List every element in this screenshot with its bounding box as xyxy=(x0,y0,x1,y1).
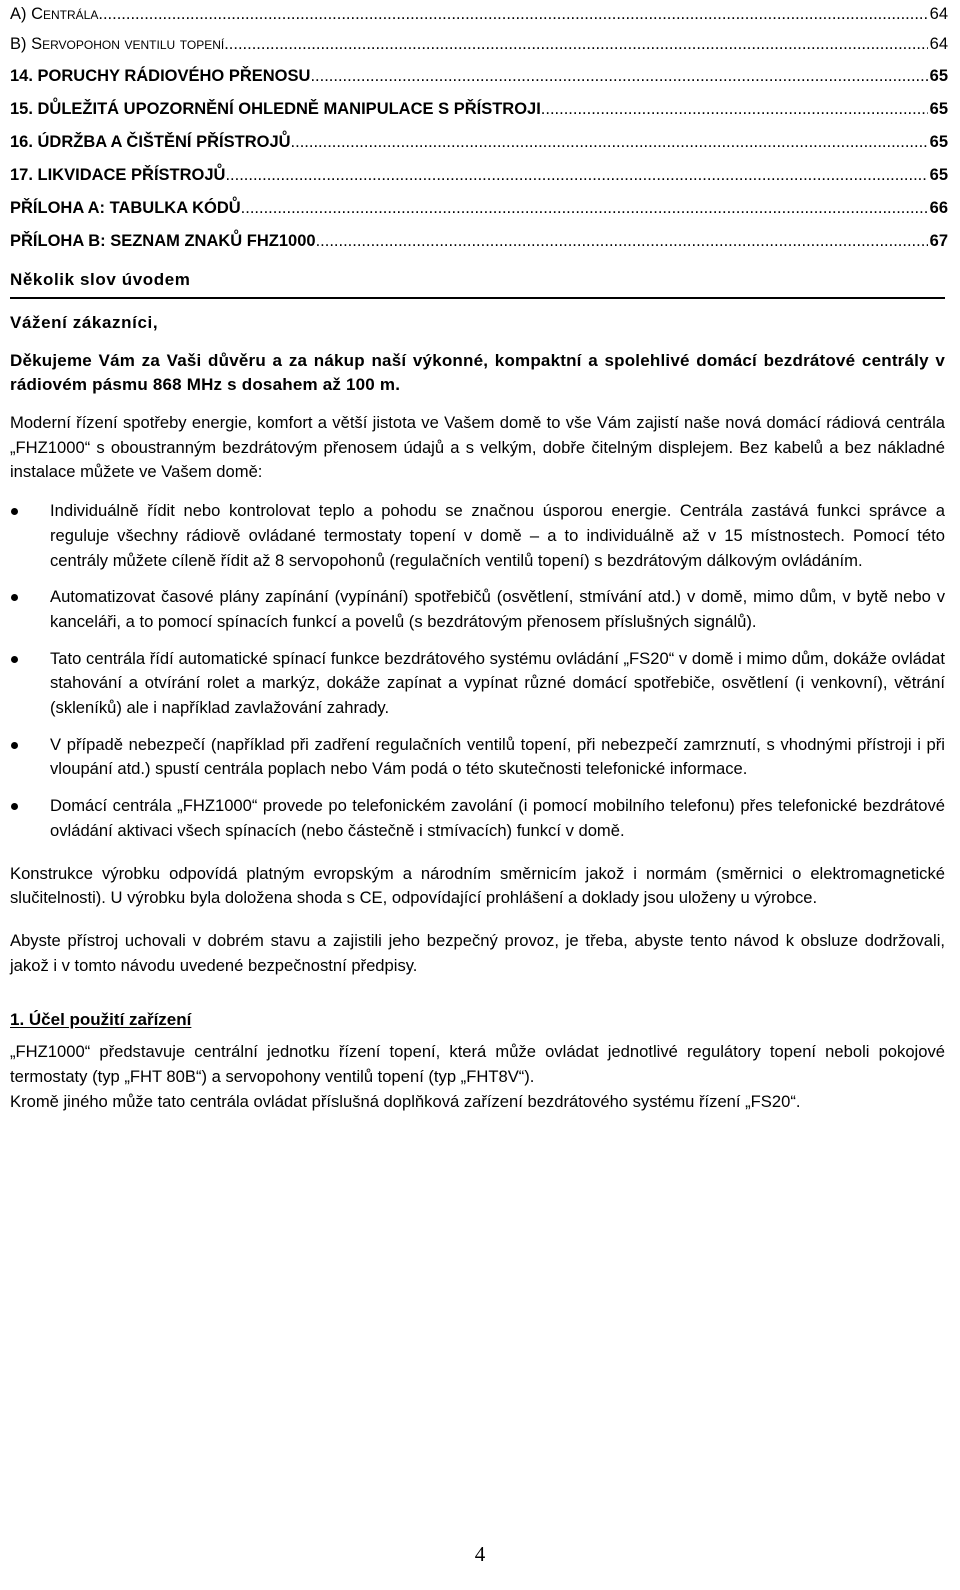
safety-paragraph: Abyste přístroj uchovali v dobrém stavu a zajistili jeho bezpečný provoz, je třeba, abyste tento návod k obsluze dodržovali, jakož i v tomto návodu uvedené bezpečnostní předpisy. xyxy=(10,930,945,975)
toc-entry[interactable] xyxy=(10,225,948,258)
toc-entry[interactable] xyxy=(10,60,948,93)
toc-entry-label: 16. ÚDRŽBA A ČIŠTĚNÍ PŘÍSTROJŮ xyxy=(10,133,291,151)
conformity-paragraph: Konstrukce výrobku odpovídá platným evropským a národním směrnicím jakož i normám (směrnici o elektromagnetické slučitelnosti). U výrobku byla doložena shoda s CE, odpovídající prohlášení a doklady jsou uloženy u výrobce. xyxy=(10,863,945,908)
toc-entry[interactable] xyxy=(10,126,948,159)
toc-entry-page: 65 xyxy=(929,67,948,85)
toc-leader-dots xyxy=(224,30,927,58)
toc-entry-page: 64 xyxy=(929,5,948,23)
toc-entry-page: 65 xyxy=(929,100,948,118)
toc-entry-label: PŘÍLOHA B: SEZNAM ZNAKŮ FHZ1000 xyxy=(10,232,316,250)
toc-entry-label: Centrála xyxy=(31,5,99,23)
intro-paragraph: Moderní řízení spotřeby energie, komfort a větší jistota ve Vašem domě to vše Vám zajistí naše nová domácí rádiová centrála „FHZ1000“ s oboustranným bezdrátovým přenosem údajů a s velkým, dobře čitelným displejem. Bez kabelů a bez nákladné instalace můžete ve Vašem domě: xyxy=(10,413,945,482)
toc-entry-prefix: B) xyxy=(10,35,27,53)
list-item xyxy=(10,647,945,721)
list-item-text: Individuálně řídit nebo kontrolovat teplo a pohodu se značnou úsporou energie. Centrála zastává funkci správce a reguluje všechny rádiově ovládané termostaty topení v domě – a to individuálně až v 15 místnostech. Pomocí této centrály můžete cíleně řídit až 8 servopohonů (regulačních ventilů topení) s bezdrátovým dálkovým ovládáním. xyxy=(50,501,945,570)
toc-entry-label: 15. DŮLEŽITÁ UPOZORNĚNÍ OHLEDNĚ MANIPULACE S PŘÍSTROJI xyxy=(10,100,541,118)
list-item xyxy=(10,794,945,843)
list-item-text: Domácí centrála „FHZ1000“ provede po telefonickém zavolání (i pomocí mobilního telefonu) přes telefonické bezdrátové ovládání aktivaci všech spínacích (nebo částečně i stmívacích) funkcí v domě. xyxy=(50,796,945,840)
intro-heading: Několik slov úvodem xyxy=(10,268,945,299)
list-item xyxy=(10,585,945,634)
toc-leader-dots xyxy=(316,225,928,258)
page-number: 4 xyxy=(474,1542,486,1566)
document-page xyxy=(10,0,948,1114)
toc-leader-dots xyxy=(291,126,928,159)
bullet-icon xyxy=(11,508,18,515)
list-item xyxy=(10,499,945,573)
toc-entry-page: 64 xyxy=(929,35,948,53)
toc-entry-page: 65 xyxy=(929,133,948,151)
section-paragraph: „FHZ1000“ představuje centrální jednotku řízení topení, která může ovládat jednotlivé regulátory topení neboli pokojové termostaty (typ „FHT 80B“) a servopohony ventilů topení (typ „FHT8V“). xyxy=(10,1042,945,1087)
toc-leader-dots xyxy=(310,60,927,93)
toc-entry[interactable] xyxy=(10,93,948,126)
list-item xyxy=(10,733,945,782)
list-item-text: V případě nebezpečí (například při zadření regulačních ventilů topení, při nebezpečí zamrznutí, s vhodnými přístroji i při vloupání atd.) spustí centrála poplach nebo Vám podá o této skutečnosti telefonické informace. xyxy=(50,734,945,779)
toc-entry[interactable] xyxy=(10,30,948,60)
thanks-paragraph: Děkujeme Vám za Vaši důvěru a za nákup naší výkonné, kompaktní a spolehlivé domácí bezdrátové centrály v rádiovém pásmu 868 MHz s dosahem až 100 m. xyxy=(10,351,945,394)
list-item-text: Automatizovat časové plány zapínání (vypínání) spotřebičů (osvětlení, stmívání atd.) v domě, mimo dům, v bytě nebo v kanceláři, a to pomocí spínacích funkcí a povelů (s bezdrátovým přenosem příslušných signálů). xyxy=(50,587,945,631)
toc-entry-label: Servopohon ventilu topení xyxy=(31,35,225,53)
toc-entry-page: 65 xyxy=(929,166,948,184)
toc-entry-page: 67 xyxy=(929,232,948,250)
toc-entry-page: 66 xyxy=(929,199,948,217)
toc-entry-prefix: A) xyxy=(10,5,27,23)
toc-entry[interactable] xyxy=(10,159,948,192)
toc-leader-dots xyxy=(98,0,927,28)
section-title: 1. Účel použití zařízení xyxy=(10,1010,192,1030)
toc-leader-dots xyxy=(241,192,928,225)
toc-entry-label: 17. LIKVIDACE PŘÍSTROJŮ xyxy=(10,166,226,184)
bullet-icon xyxy=(11,803,18,810)
feature-list xyxy=(10,499,945,843)
toc-entry-label: PŘÍLOHA A: TABULKA KÓDŮ xyxy=(10,199,241,217)
salutation: Vážení zákazníci, xyxy=(10,313,159,332)
bullet-icon xyxy=(11,656,18,663)
toc-leader-dots xyxy=(541,93,928,126)
toc-entry-label: 14. PORUCHY RÁDIOVÉHO PŘENOSU xyxy=(10,67,311,85)
bullet-icon xyxy=(11,742,18,749)
toc-entry[interactable] xyxy=(10,192,948,225)
toc-leader-dots xyxy=(225,159,927,192)
section-paragraph: Kromě jiného může tato centrála ovládat příslušná doplňková zařízení bezdrátového systému řízení „FS20“. xyxy=(10,1091,801,1111)
table-of-contents xyxy=(10,0,948,258)
bullet-icon xyxy=(11,594,18,601)
toc-entry[interactable] xyxy=(10,0,948,30)
list-item-text: Tato centrála řídí automatické spínací funkce bezdrátového systému ovládání „FS20“ v domě i mimo dům, dokáže ovládat stahování a otvírání rolet a markýz, dokáže zapínat a vypínat různé domácí spotřebiče, osvětlení (i venkovní), větrání (skleníků) ale i například zavlažování zahrady. xyxy=(50,648,945,718)
